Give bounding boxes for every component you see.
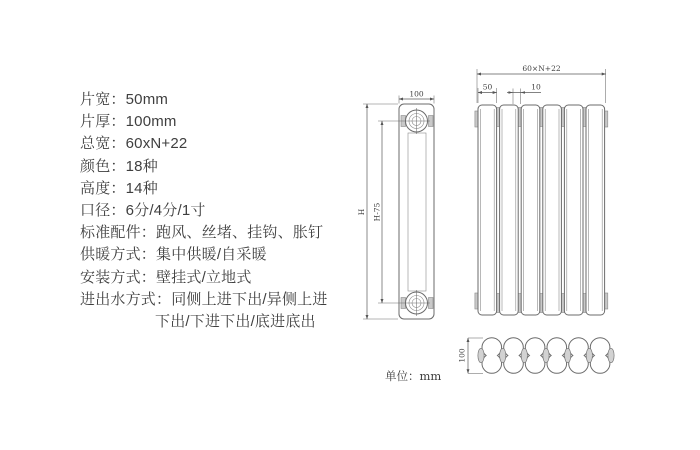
spec-value: 壁挂式/立地式	[156, 268, 252, 286]
nipple	[478, 348, 484, 362]
spec-value: 集中供暖/自采暖	[156, 246, 267, 264]
arrow-icon	[509, 91, 514, 94]
spec-label: 进出水方式：	[80, 290, 172, 308]
spec-label: 片厚：	[80, 113, 126, 131]
dim-label-height: H	[357, 208, 366, 216]
arrow-icon	[521, 91, 526, 94]
spec-value: 跑风、丝堵、挂钩、胀钉	[156, 224, 324, 242]
nipple	[565, 348, 571, 362]
spec-value: 100mm	[125, 113, 177, 131]
nipple	[543, 348, 549, 362]
nipple	[586, 348, 592, 362]
side-view-body	[399, 104, 434, 319]
spec-label: 供暖方式：	[80, 246, 157, 264]
spec-label: 总宽：	[80, 135, 126, 153]
nipple	[608, 348, 614, 362]
dim-label-depth: 100	[457, 348, 467, 363]
column	[543, 105, 562, 315]
plan-section	[569, 338, 589, 374]
dim-label-total-width: 60×N+22	[522, 64, 561, 73]
spec-label: 片宽：	[80, 91, 126, 108]
spec-value: 下出/下进下出/底进底出	[155, 312, 316, 330]
dim-label-gap: 10	[531, 82, 541, 92]
dim-label-center-distance: H-75	[372, 202, 382, 222]
spec-value: 6分/4分/1寸	[125, 201, 206, 219]
front-view	[475, 64, 608, 315]
spec-value: 14种	[125, 179, 158, 197]
spec-label: 颜色：	[80, 157, 126, 175]
section-columns	[478, 105, 605, 315]
plan-section	[525, 338, 545, 374]
spec-value: 18种	[125, 157, 158, 175]
spec-value: 60xN+22	[125, 135, 188, 153]
top-view	[458, 338, 615, 374]
spec-label: 标准配件：	[80, 224, 157, 242]
plan-section	[504, 338, 524, 374]
spec-label: 安装方式：	[80, 268, 157, 286]
spec-value: 同侧上进下出/异侧上进	[171, 290, 328, 308]
column	[478, 105, 497, 315]
spec-label: 高度：	[80, 179, 126, 197]
side-view	[357, 90, 434, 320]
spec-value: 50mm	[125, 91, 169, 108]
unit-note: 单位：mm	[385, 369, 442, 383]
nipple	[500, 348, 506, 362]
dim-label-section-width: 50	[482, 82, 493, 92]
plan-section	[482, 338, 502, 374]
column	[521, 105, 540, 315]
dim-label-side-width: 100	[409, 89, 424, 99]
column	[564, 105, 583, 315]
plan-section	[590, 338, 610, 374]
plan-section	[547, 338, 567, 374]
column	[586, 105, 605, 315]
spec-label: 口径：	[80, 201, 126, 219]
nipple	[521, 348, 527, 362]
column	[500, 105, 519, 315]
